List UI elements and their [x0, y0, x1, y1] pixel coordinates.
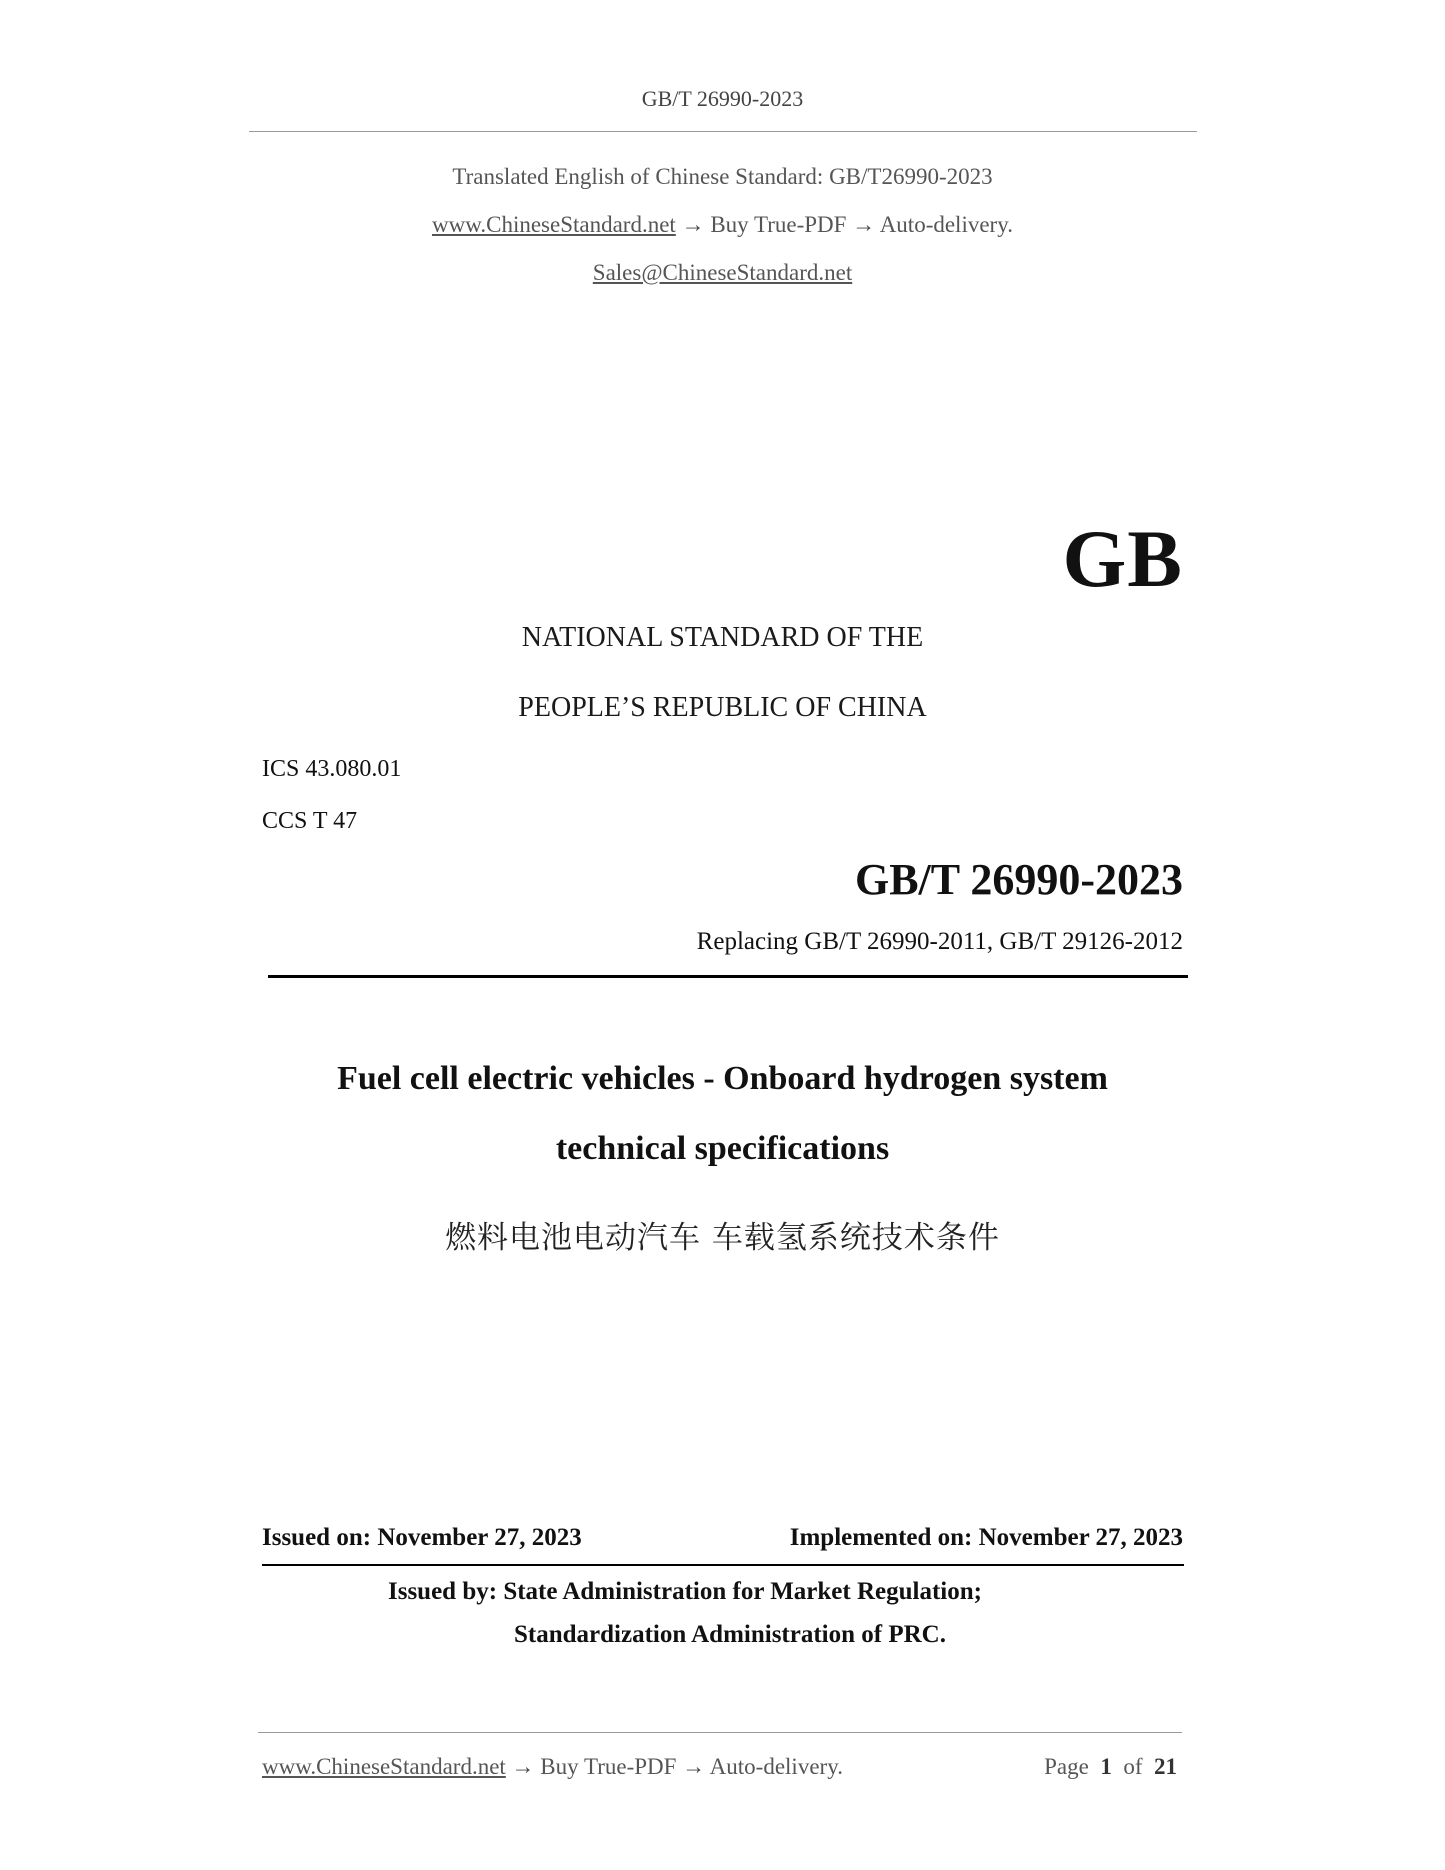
title-en-line1: Fuel cell electric vehicles - Onboard hydrogen system — [337, 1060, 1108, 1097]
gb-mark: GB — [1062, 513, 1183, 604]
dates-divider — [262, 1564, 1184, 1566]
promo-line — [0, 212, 1445, 238]
issued-by-line2: Standardization Administration of PRC. — [514, 1621, 946, 1648]
website-link[interactable]: www.ChineseStandard.net — [432, 212, 676, 237]
issued-on-date: Issued on: November 27, 2023 — [262, 1524, 582, 1551]
email-link[interactable]: Sales@ChineseStandard.net — [592, 260, 853, 285]
title-en-line2: technical specifications — [555, 1130, 890, 1167]
footer-divider — [258, 1732, 1182, 1733]
ics-code: ICS 43.080.01 — [262, 756, 402, 782]
arrow-right-icon: → — [511, 1754, 535, 1779]
buy-text: Buy True-PDF — [710, 212, 847, 237]
title-divider — [268, 975, 1188, 978]
ccs-code: CCS T 47 — [262, 808, 358, 834]
arrow-right-icon: → — [681, 212, 705, 237]
page-counter — [1044, 1754, 1177, 1780]
translation-notice: Translated English of Chinese Standard: GB/T26990-2023 — [452, 164, 993, 189]
footer-website-link[interactable]: www.ChineseStandard.net — [262, 1754, 506, 1779]
issued-by-line1: Issued by: State Administration for Market Regulation; — [388, 1578, 982, 1605]
national-standard-line2: PEOPLE’S REPUBLIC OF CHINA — [518, 692, 927, 723]
standard-number: GB/T 26990-2023 — [854, 855, 1183, 904]
page-total: 21 — [1154, 1754, 1177, 1779]
page-label: Page — [1044, 1754, 1089, 1779]
replacing-note: Replacing GB/T 26990-2011, GB/T 29126-2012 — [696, 928, 1183, 955]
national-standard-line1: NATIONAL STANDARD OF THE — [521, 622, 924, 653]
implemented-on-date: Implemented on: November 27, 2023 — [789, 1524, 1183, 1551]
running-header: GB/T 26990-2023 — [641, 86, 804, 111]
of-label: of — [1123, 1754, 1143, 1779]
delivery-text: Auto-delivery. — [879, 212, 1013, 237]
title-zh: 燃料电池电动汽车 车载氢系统技术条件 — [445, 1220, 1000, 1256]
arrow-right-icon: → — [852, 212, 876, 237]
arrow-right-icon: → — [682, 1754, 706, 1779]
footer-delivery-text: Auto-delivery. — [709, 1754, 843, 1779]
footer-promo — [262, 1754, 843, 1780]
page-current: 1 — [1100, 1754, 1112, 1779]
footer-buy-text: Buy True-PDF — [540, 1754, 677, 1779]
header-divider — [249, 131, 1197, 132]
email-line — [0, 260, 1445, 286]
